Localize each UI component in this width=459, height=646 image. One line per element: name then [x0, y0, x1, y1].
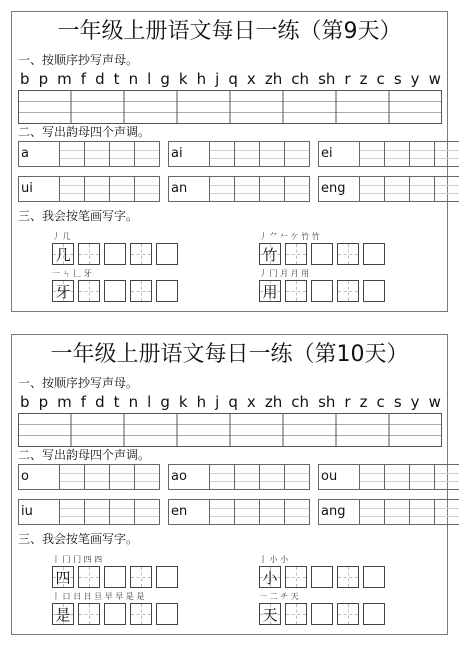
- model-character: 竹: [262, 246, 278, 264]
- initial-letter: g: [160, 393, 170, 411]
- four-line-writing-grid[interactable]: [18, 413, 442, 447]
- character-practice-row[interactable]: [52, 280, 178, 302]
- final-label: iu: [18, 499, 60, 525]
- final-label: ao: [168, 464, 210, 490]
- character-practice-row[interactable]: [259, 566, 385, 588]
- character-practice-row[interactable]: [259, 280, 385, 302]
- stroke-order-hint: 一 二 チ 天: [259, 592, 299, 601]
- final-label: an: [168, 176, 210, 202]
- page-title: 一年级上册语文每日一练（第10天）: [50, 342, 409, 367]
- initial-letter: c: [376, 70, 385, 88]
- initial-letter: j: [215, 70, 220, 88]
- model-character: 牙: [55, 283, 71, 301]
- final-label: en: [168, 499, 210, 525]
- initial-letter: b: [20, 393, 30, 411]
- initial-letter: k: [178, 70, 188, 88]
- initial-letter: x: [246, 393, 256, 411]
- page-title: 一年级上册语文每日一练（第9天）: [57, 19, 402, 44]
- model-character: 是: [55, 606, 71, 624]
- initial-letter: g: [160, 70, 170, 88]
- initial-letter: h: [196, 393, 207, 411]
- final-label: o: [18, 464, 60, 490]
- final-tone-row[interactable]: [168, 464, 310, 490]
- initial-letter: p: [38, 393, 49, 411]
- final-tone-row[interactable]: [18, 499, 160, 525]
- final-label: a: [18, 141, 60, 167]
- four-line-writing-grid[interactable]: [18, 90, 442, 124]
- final-tone-row[interactable]: [318, 176, 459, 202]
- initial-letter: z: [359, 70, 368, 88]
- initial-letter: z: [359, 393, 368, 411]
- final-label: ou: [318, 464, 360, 490]
- model-character: 天: [262, 606, 278, 624]
- initial-letter: h: [196, 70, 207, 88]
- final-label: ang: [318, 499, 360, 525]
- initial-letter: m: [57, 393, 72, 411]
- initial-letter: b: [20, 70, 30, 88]
- model-character: 用: [262, 283, 278, 301]
- character-practice-row[interactable]: [52, 603, 178, 625]
- initial-letter: r: [344, 70, 351, 88]
- initial-letter: w: [428, 70, 441, 88]
- initial-letter: f: [80, 393, 87, 411]
- initial-letter: y: [410, 70, 420, 88]
- stroke-order-hint: 丿 冂 月 月 用: [259, 269, 310, 278]
- final-label: ei: [318, 141, 360, 167]
- final-tone-row[interactable]: [318, 141, 459, 167]
- character-practice-row[interactable]: [259, 603, 385, 625]
- initial-letter: f: [80, 70, 87, 88]
- stroke-order-hint: 丿 ⺈ 𠂉 ケ 竹 竹: [259, 232, 320, 241]
- section-heading-stroke-order: 三、我会按笔画写字。: [18, 532, 139, 546]
- final-tone-row[interactable]: [168, 141, 310, 167]
- final-tone-row[interactable]: [18, 141, 160, 167]
- section-heading-initials: 一、按顺序抄写声母。: [18, 376, 139, 390]
- final-label: eng: [318, 176, 360, 202]
- initial-letter: zh: [264, 393, 283, 411]
- stroke-order-hint: 亅 小 小: [259, 555, 289, 564]
- initial-letter: n: [128, 393, 139, 411]
- model-character: 四: [55, 569, 71, 587]
- character-practice-row[interactable]: [259, 243, 385, 265]
- final-tone-row[interactable]: [18, 176, 160, 202]
- model-character: 几: [55, 246, 71, 264]
- initial-letter: ch: [291, 70, 310, 88]
- initial-letter: n: [128, 70, 139, 88]
- worksheet-day9: [11, 11, 448, 312]
- stroke-order-hint: 一 ㄣ 𠃊 牙: [52, 269, 92, 278]
- initial-letter: d: [95, 393, 105, 411]
- worksheet-day10: [11, 334, 448, 635]
- initial-letter: p: [38, 70, 49, 88]
- initial-letter: k: [178, 393, 188, 411]
- section-heading-finals: 二、写出韵母四个声调。: [18, 448, 151, 462]
- initial-letter: q: [228, 393, 238, 411]
- character-practice-row[interactable]: [52, 566, 178, 588]
- initial-letter: s: [393, 393, 402, 411]
- initial-letter: m: [57, 70, 72, 88]
- initial-letter: ch: [291, 393, 310, 411]
- final-tone-row[interactable]: [168, 499, 310, 525]
- initial-letter: d: [95, 70, 105, 88]
- section-heading-initials: 一、按顺序抄写声母。: [18, 53, 139, 67]
- final-tone-row[interactable]: [318, 499, 459, 525]
- initial-letter: w: [428, 393, 441, 411]
- initial-letter: c: [376, 393, 385, 411]
- final-tone-row[interactable]: [18, 464, 160, 490]
- initial-letter: x: [246, 70, 256, 88]
- initial-letter: sh: [318, 393, 336, 411]
- initial-letter: j: [215, 393, 220, 411]
- initials-row: [20, 393, 441, 411]
- initial-letter: l: [147, 393, 152, 411]
- section-heading-stroke-order: 三、我会按笔画写字。: [18, 209, 139, 223]
- initial-letter: t: [113, 70, 120, 88]
- stroke-order-hint: 丨 口 日 日 旦 早 早 是 是: [52, 592, 145, 601]
- model-character: 小: [262, 569, 278, 587]
- initial-letter: sh: [318, 70, 336, 88]
- final-tone-row[interactable]: [168, 176, 310, 202]
- initial-letter: y: [410, 393, 420, 411]
- final-label: ai: [168, 141, 210, 167]
- initial-letter: r: [344, 393, 351, 411]
- final-tone-row[interactable]: [318, 464, 459, 490]
- section-heading-finals: 二、写出韵母四个声调。: [18, 125, 151, 139]
- initial-letter: q: [228, 70, 238, 88]
- initial-letter: zh: [264, 70, 283, 88]
- character-practice-row[interactable]: [52, 243, 178, 265]
- initial-letter: t: [113, 393, 120, 411]
- initials-row: [20, 70, 441, 88]
- initial-letter: s: [393, 70, 402, 88]
- initial-letter: l: [147, 70, 152, 88]
- final-label: ui: [18, 176, 60, 202]
- stroke-order-hint: 丿 几: [52, 232, 71, 241]
- stroke-order-hint: 丨 冂 冂 四 四: [52, 555, 103, 564]
